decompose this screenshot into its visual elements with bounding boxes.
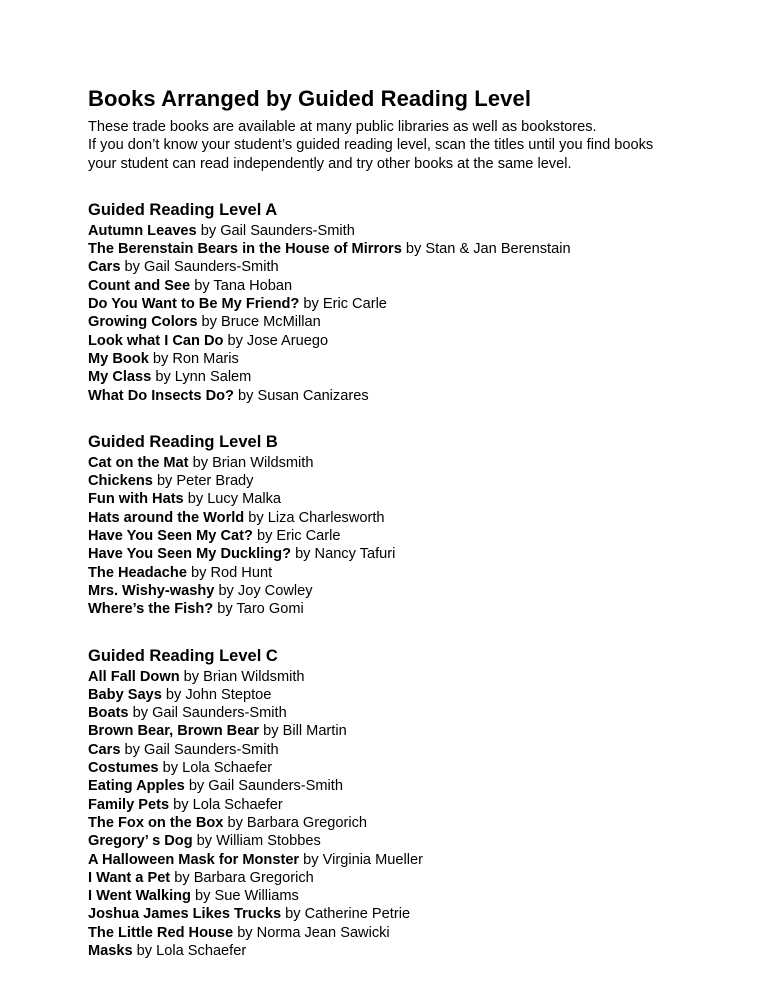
book-author: by Nancy Tafuri bbox=[291, 546, 396, 563]
book-entry bbox=[88, 796, 698, 814]
book-title: The Headache bbox=[88, 564, 187, 581]
book-author: by Gail Saunders-Smith bbox=[128, 705, 287, 722]
book-title: Do You Want to Be My Friend? bbox=[88, 296, 300, 313]
book-entry bbox=[88, 240, 698, 258]
book-entry bbox=[88, 759, 698, 777]
book-entry bbox=[88, 582, 698, 600]
book-title: What Do Insects Do? bbox=[88, 387, 234, 404]
book-entry bbox=[88, 814, 698, 832]
book-title: Count and See bbox=[88, 277, 191, 294]
book-entry bbox=[88, 222, 698, 240]
book-title: Cars bbox=[88, 259, 121, 276]
book-entry bbox=[88, 686, 698, 704]
intro-line-2: If you don’t know your student’s guided reading level, scan the titles until you find books bbox=[88, 137, 654, 154]
book-title: Joshua James Likes Trucks bbox=[88, 906, 282, 923]
section-heading: Guided Reading Level B bbox=[88, 432, 278, 451]
book-author: by Liza Charlesworth bbox=[244, 509, 385, 526]
book-author: by Bill Martin bbox=[259, 723, 347, 740]
book-author: by Gail Saunders-Smith bbox=[120, 259, 279, 276]
book-title: Cars bbox=[88, 741, 121, 758]
book-author: by Barbara Gregorich bbox=[223, 814, 367, 831]
book-entry bbox=[88, 600, 698, 618]
book-title: Autumn Leaves bbox=[88, 222, 197, 239]
book-entry bbox=[88, 564, 698, 582]
book-entry bbox=[88, 509, 698, 527]
reading-level-section bbox=[88, 200, 698, 405]
book-title: The Fox on the Box bbox=[88, 814, 224, 831]
book-author: by Lynn Salem bbox=[151, 369, 252, 386]
book-title: My Class bbox=[88, 369, 152, 386]
page-title: Books Arranged by Guided Reading Level bbox=[88, 86, 532, 111]
book-entry bbox=[88, 387, 698, 405]
book-title: Brown Bear, Brown Bear bbox=[88, 723, 260, 740]
book-author: by Lola Schaefer bbox=[158, 760, 273, 777]
book-title: I Went Walking bbox=[88, 888, 191, 905]
book-entry bbox=[88, 869, 698, 887]
book-title: Baby Says bbox=[88, 686, 162, 703]
book-title: Cat on the Mat bbox=[88, 454, 189, 471]
book-title: Where’s the Fish? bbox=[88, 601, 214, 618]
book-author: by Norma Jean Sawicki bbox=[233, 924, 390, 941]
book-author: by Lucy Malka bbox=[183, 491, 282, 508]
book-title: Boats bbox=[88, 705, 129, 722]
book-entry bbox=[88, 258, 698, 276]
book-author: by Sue Williams bbox=[190, 888, 299, 905]
book-author: by Lola Schaefer bbox=[169, 796, 283, 813]
book-title: Look what I Can Do bbox=[88, 332, 224, 349]
book-entry bbox=[88, 704, 698, 722]
book-entry bbox=[88, 368, 698, 386]
book-entry bbox=[88, 277, 698, 295]
book-author: by Gail Saunders-Smith bbox=[120, 741, 279, 758]
book-title: Hats around the World bbox=[88, 509, 245, 526]
book-title: Costumes bbox=[88, 760, 159, 777]
book-author: by Susan Canizares bbox=[233, 387, 369, 404]
book-author: by Eric Carle bbox=[299, 296, 387, 313]
book-author: by William Stobbes bbox=[192, 833, 321, 850]
book-title: Eating Apples bbox=[88, 778, 185, 795]
book-entry bbox=[88, 454, 698, 472]
book-entry bbox=[88, 924, 698, 942]
book-author: by Brian Wildsmith bbox=[188, 454, 314, 471]
book-author: by Joy Cowley bbox=[214, 582, 313, 599]
reading-level-section bbox=[88, 646, 698, 961]
book-entry bbox=[88, 668, 698, 686]
book-author: by Rod Hunt bbox=[186, 564, 273, 581]
book-author: by Peter Brady bbox=[152, 473, 254, 490]
book-entry bbox=[88, 741, 698, 759]
book-entry bbox=[88, 490, 698, 508]
book-title: The Berenstain Bears in the House of Mirrors bbox=[88, 241, 402, 258]
reading-level-sections bbox=[88, 200, 698, 960]
book-author: by Eric Carle bbox=[252, 528, 341, 545]
intro-paragraph bbox=[88, 118, 698, 173]
book-title: Chickens bbox=[88, 473, 153, 490]
book-entry bbox=[88, 295, 698, 313]
book-title: Fun with Hats bbox=[88, 491, 184, 508]
book-author: by Taro Gomi bbox=[213, 601, 304, 618]
intro-line-3: your student can read independently and try other books at the same level. bbox=[88, 155, 572, 172]
book-title: My Book bbox=[88, 350, 149, 367]
book-entry bbox=[88, 472, 698, 490]
book-title: Family Pets bbox=[88, 796, 170, 813]
book-author: by Lola Schaefer bbox=[132, 942, 247, 959]
book-entry bbox=[88, 527, 698, 545]
intro-line-1: These trade books are available at many public libraries as well as bookstores. bbox=[88, 119, 597, 135]
book-entry bbox=[88, 851, 698, 869]
book-title: The Little Red House bbox=[88, 924, 234, 941]
book-title: Have You Seen My Cat? bbox=[88, 528, 253, 545]
book-author: by Bruce McMillan bbox=[197, 314, 321, 331]
book-author: by Barbara Gregorich bbox=[170, 869, 314, 886]
book-author: by Tana Hoban bbox=[190, 277, 293, 294]
book-entry bbox=[88, 332, 698, 350]
book-author: by John Steptoe bbox=[161, 686, 272, 703]
book-title: Gregory’ s Dog bbox=[88, 833, 193, 850]
book-title: Mrs. Wishy-washy bbox=[88, 582, 215, 599]
book-author: by Brian Wildsmith bbox=[179, 668, 305, 685]
book-entry bbox=[88, 350, 698, 368]
book-author: by Ron Maris bbox=[148, 350, 239, 367]
book-entry bbox=[88, 832, 698, 850]
book-title: A Halloween Mask for Monster bbox=[88, 851, 300, 868]
book-entry bbox=[88, 777, 698, 795]
book-author: by Catherine Petrie bbox=[281, 906, 411, 923]
book-author: by Gail Saunders-Smith bbox=[184, 778, 343, 795]
book-entry bbox=[88, 905, 698, 923]
book-title: Masks bbox=[88, 942, 133, 959]
book-author: by Gail Saunders-Smith bbox=[196, 222, 355, 239]
book-entry bbox=[88, 313, 698, 331]
book-entry bbox=[88, 887, 698, 905]
book-entry bbox=[88, 722, 698, 740]
book-entry bbox=[88, 942, 698, 960]
book-author: by Jose Aruego bbox=[223, 332, 329, 349]
reading-level-section bbox=[88, 432, 698, 619]
book-title: I Want a Pet bbox=[88, 869, 171, 886]
book-author: by Virginia Mueller bbox=[299, 851, 423, 868]
section-heading: Guided Reading Level C bbox=[88, 646, 278, 665]
book-title: All Fall Down bbox=[88, 668, 180, 685]
book-title: Have You Seen My Duckling? bbox=[88, 546, 292, 563]
book-author: by Stan & Jan Berenstain bbox=[401, 241, 571, 258]
book-entry bbox=[88, 545, 698, 563]
book-title: Growing Colors bbox=[88, 314, 198, 331]
section-heading: Guided Reading Level A bbox=[88, 200, 278, 219]
